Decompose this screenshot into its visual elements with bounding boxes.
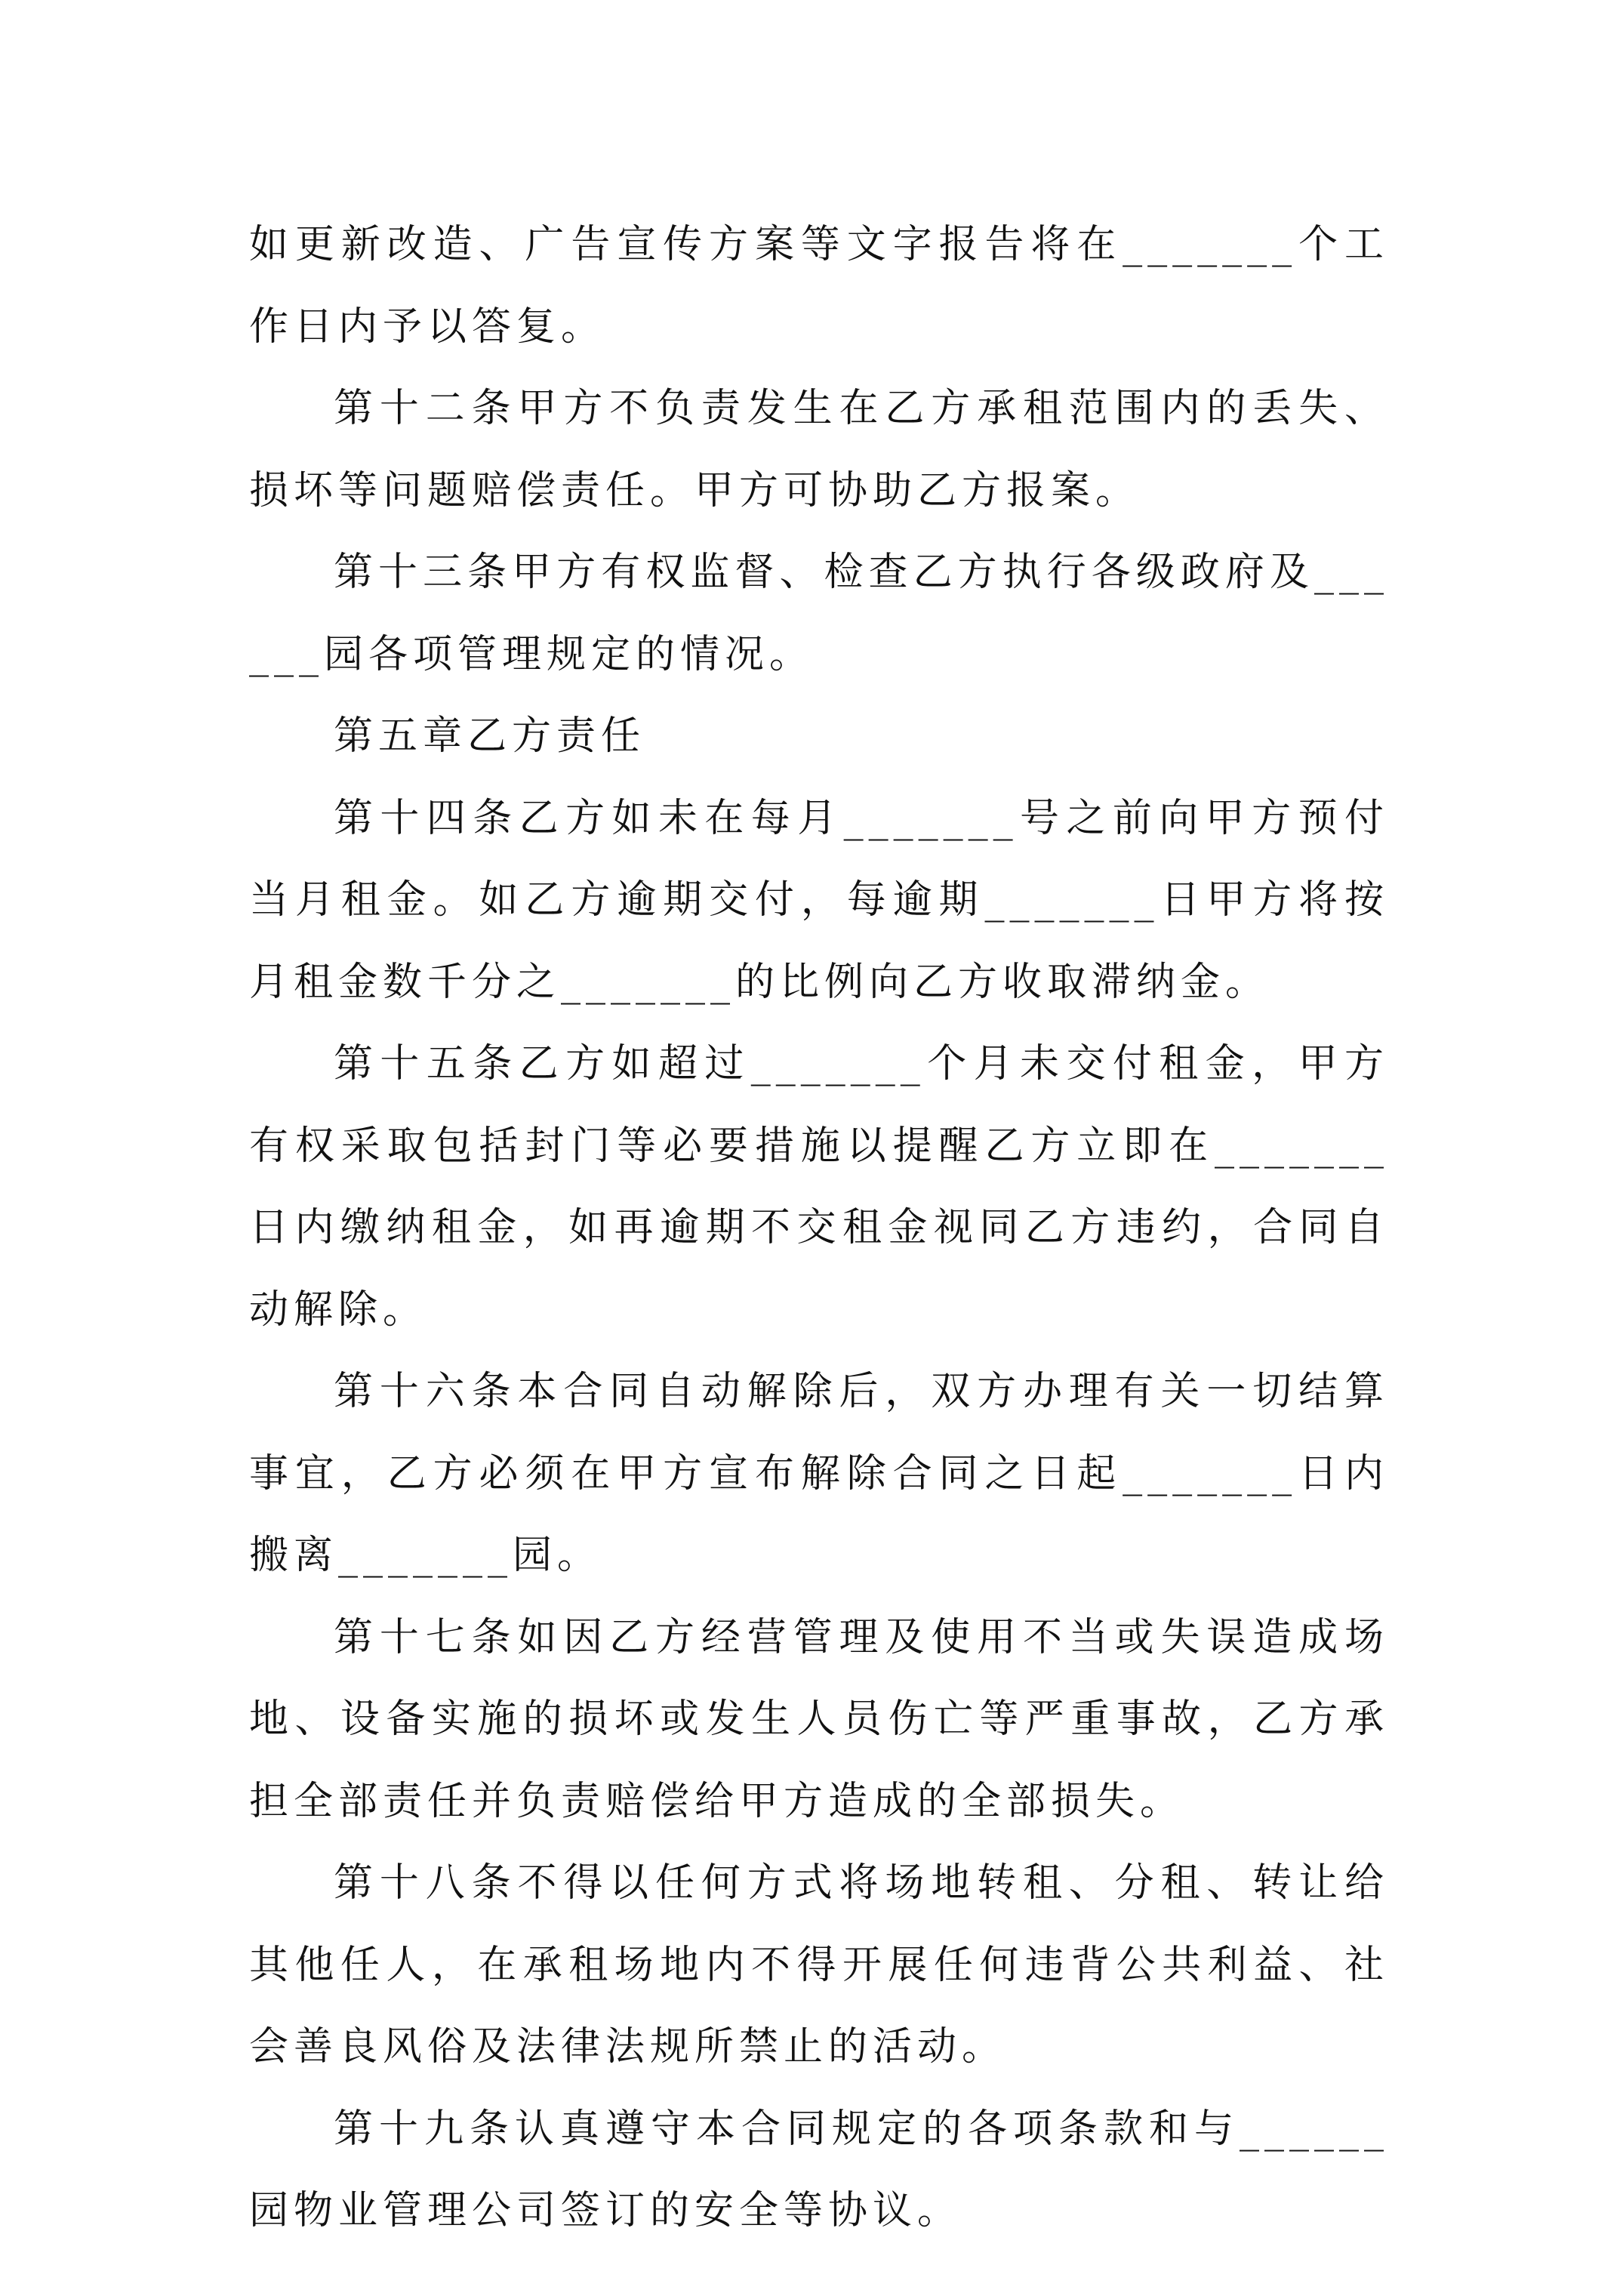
article-17: 第十七条如因乙方经营管理及使用不当或失误造成场地、设备实施的损坏或发生人员伤亡等严重事故，乙方承担全部责任并负责赔偿给甲方造成的全部损失。 bbox=[249, 1614, 1389, 1824]
article-14: 第十四条乙方如未在每月_______号之前向甲方预付当月租金。如乙方逾期交付，每逾期_______日甲方将按月租金数千分之_______的比例向乙方收取滞纳金。 bbox=[249, 795, 1389, 1005]
document-body bbox=[249, 204, 1389, 2252]
article-19: 第十九条认真遵守本合同规定的各项条款和与______园物业管理公司签订的安全等协议。 bbox=[249, 2106, 1389, 2233]
chapter-5-heading: 第五章乙方责任 bbox=[334, 713, 646, 759]
paragraph-continued: 如更新改造、广告宣传方案等文字报告将在_______个工作日内予以答复。 bbox=[249, 222, 1389, 350]
article-13: 第十三条甲方有权监督、检查乙方执行各级政府及______园各项管理规定的情况。 bbox=[249, 550, 1389, 677]
article-18: 第十八条不得以任何方式将场地转租、分租、转让给其他任人，在承租场地内不得开展任何违背公共利益、社会善良风俗及法律法规所禁止的活动。 bbox=[249, 1860, 1389, 2069]
article-16: 第十六条本合同自动解除后，双方办理有关一切结算事宜，乙方必须在甲方宣布解除合同之日起_______日内搬离_______园。 bbox=[249, 1369, 1389, 1578]
article-12: 第十二条甲方不负责发生在乙方承租范围内的丢失、损坏等问题赔偿责任。甲方可协助乙方报案。 bbox=[249, 386, 1389, 513]
article-15: 第十五条乙方如超过_______个月未交付租金，甲方有权采取包括封门等必要措施以提醒乙方立即在_______日内缴纳租金，如再逾期不交租金视同乙方违约，合同自动解除。 bbox=[249, 1041, 1389, 1333]
